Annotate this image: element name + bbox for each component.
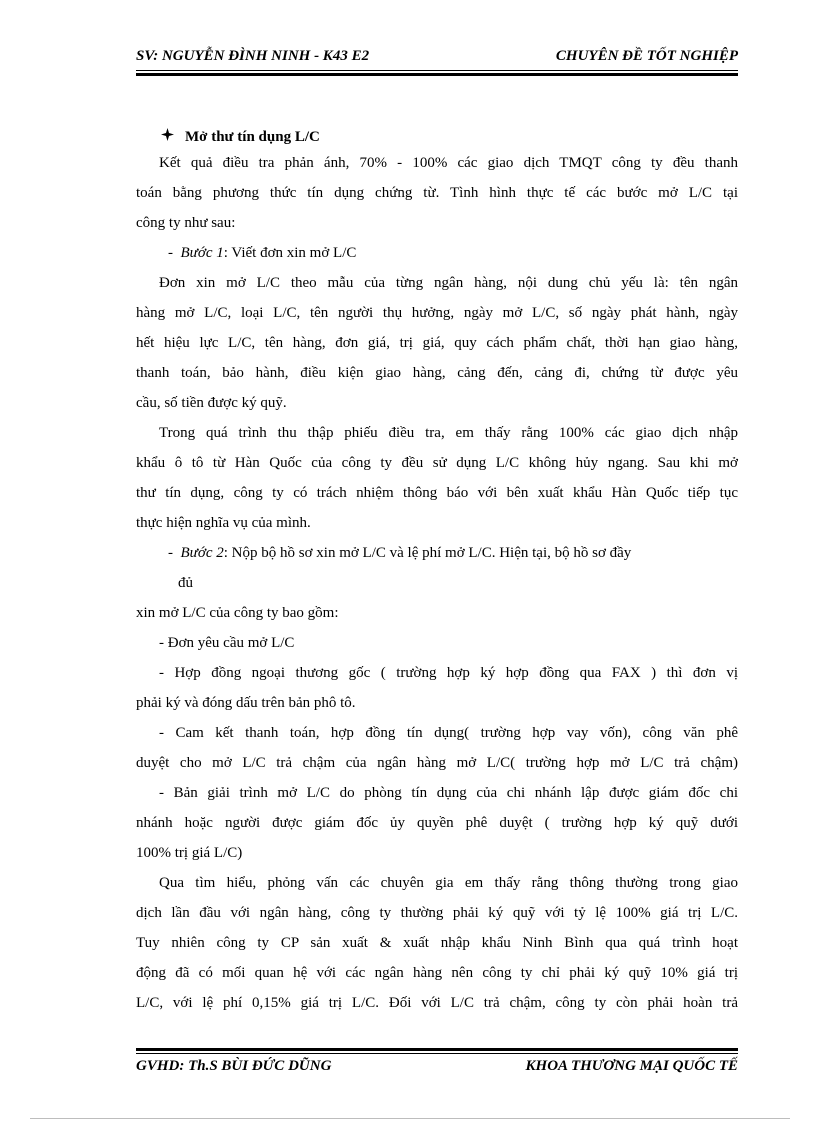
para4-line1: xin mở L/C của công ty bao gồm: bbox=[136, 605, 339, 621]
para2-line2: hàng mở L/C, loại L/C, tên người thụ hưởng, ngày mở L/C, số ngày phát hành, ngày bbox=[136, 305, 738, 321]
section-heading bbox=[161, 128, 320, 146]
step2-continuation: đủ bbox=[178, 575, 193, 591]
list-item-3-line2: duyệt cho mở L/C trả chậm của ngân hàng mở L/C( trường hợp mở L/C trả chậm) bbox=[136, 755, 738, 771]
para3-line3: thư tín dụng, công ty có trách nhiệm thông báo với bên xuất khẩu Hàn Quốc tiếp tục bbox=[136, 485, 738, 501]
para5-line5: L/C, với lệ phí 0,15% giá trị L/C. Đối với L/C trả chậm, công ty còn phải hoàn trả bbox=[136, 995, 738, 1011]
step2-item bbox=[168, 545, 738, 562]
para5-line3: Tuy nhiên công ty CP sản xuất & xuất nhập khẩu Ninh Bình qua quá trình hoạt bbox=[136, 935, 738, 951]
para1-line3: công ty như sau: bbox=[136, 215, 236, 231]
step2-dash: - bbox=[168, 545, 173, 561]
step1-dash: - bbox=[168, 245, 173, 261]
list-item-4-line1: - Bản giải trình mở L/C do phòng tín dụng của chi nhánh lập được giám đốc chi bbox=[159, 785, 738, 801]
para2-line3: hết hiệu lực L/C, tên hàng, đơn giá, trị giá, quy cách phẩm chất, thời hạn giao hàng, bbox=[136, 335, 738, 351]
header-thesis-title: CHUYÊN ĐỀ TỐT NGHIỆP bbox=[555, 48, 738, 64]
step2-text: : Nộp bộ hồ sơ xin mở L/C và lệ phí mở L/C. Hiện tại, bộ hồ sơ đầy bbox=[223, 545, 632, 561]
list-item-2-line1: - Hợp đồng ngoại thương gốc ( trường hợp ký hợp đồng qua FAX ) thì đơn vị bbox=[159, 665, 738, 681]
para2-line1: Đơn xin mở L/C theo mẫu của từng ngân hàng, nội dung chủ yếu là: tên ngân bbox=[159, 275, 738, 291]
para5-line4: động đã có mối quan hệ với các ngân hàng nên công ty chỉ phải ký quỹ 10% giá trị bbox=[136, 965, 738, 981]
para1-line1: Kết quả điều tra phản ánh, 70% - 100% các giao dịch TMQT công ty đều thanh bbox=[159, 155, 738, 171]
para3-line4: thực hiện nghĩa vụ của mình. bbox=[136, 515, 311, 531]
list-item-1: - Đơn yêu cầu mở L/C bbox=[159, 635, 295, 651]
para1-line2: toán bằng phương thức tín dụng chứng từ. Tình hình thực tế các bước mở L/C tại bbox=[136, 185, 738, 201]
list-item-2-line2: phải ký và đóng dấu trên bản phô tô. bbox=[136, 695, 356, 711]
header-rule-thin bbox=[136, 70, 738, 71]
para2-line5: cầu, số tiền được ký quỹ. bbox=[136, 395, 287, 411]
step1-item bbox=[168, 245, 356, 262]
para2-line4: thanh toán, bảo hành, điều kiện giao hàng, cảng đến, cảng đi, chứng từ được yêu bbox=[136, 365, 738, 381]
step1-text: : Viết đơn xin mở L/C bbox=[223, 245, 357, 261]
diamond-bullet-icon bbox=[161, 128, 175, 146]
list-item-4-line3: 100% trị giá L/C) bbox=[136, 845, 243, 861]
para5-line2: dịch lần đầu với ngân hàng, công ty thường phải ký quỹ với tỷ lệ 100% giá trị L/C. bbox=[136, 905, 738, 921]
footer-rule-thick bbox=[136, 1048, 738, 1051]
list-item-4-line2: nhánh hoặc người được giám đốc ủy quyền phê duyệt ( trường hợp ký quỹ dưới bbox=[136, 815, 738, 831]
footer-rule-thin bbox=[136, 1053, 738, 1054]
list-item-3-line1: - Cam kết thanh toán, hợp đồng tín dụng( trường hợp vay vốn), công văn phê bbox=[159, 725, 738, 741]
header-rule-thick bbox=[136, 73, 738, 76]
para5-line1: Qua tìm hiểu, phỏng vấn các chuyên gia em thấy rằng thông thường trong giao bbox=[159, 875, 738, 891]
page-header bbox=[136, 48, 738, 72]
page-footer bbox=[136, 1058, 738, 1082]
section-title: Mở thư tín dụng L/C bbox=[185, 129, 320, 145]
step1-label: Bước 1 bbox=[180, 245, 224, 261]
step2-label: Bước 2 bbox=[180, 545, 224, 561]
header-student: SV: NGUYỄN ĐÌNH NINH - K43 E2 bbox=[136, 48, 370, 64]
para3-line2: khẩu ô tô từ Hàn Quốc của công ty đều sử dụng L/C không hủy ngang. Sau khi mở bbox=[136, 455, 738, 471]
footer-advisor: GVHD: Th.S BÙI ĐỨC DŨNG bbox=[136, 1058, 332, 1074]
footer-faculty: KHOA THƯƠNG MẠI QUỐC TẾ bbox=[525, 1058, 738, 1074]
para3-line1: Trong quá trình thu thập phiếu điều tra, em thấy rằng 100% các giao dịch nhập bbox=[159, 425, 738, 441]
page-bottom-edge bbox=[30, 1118, 790, 1119]
